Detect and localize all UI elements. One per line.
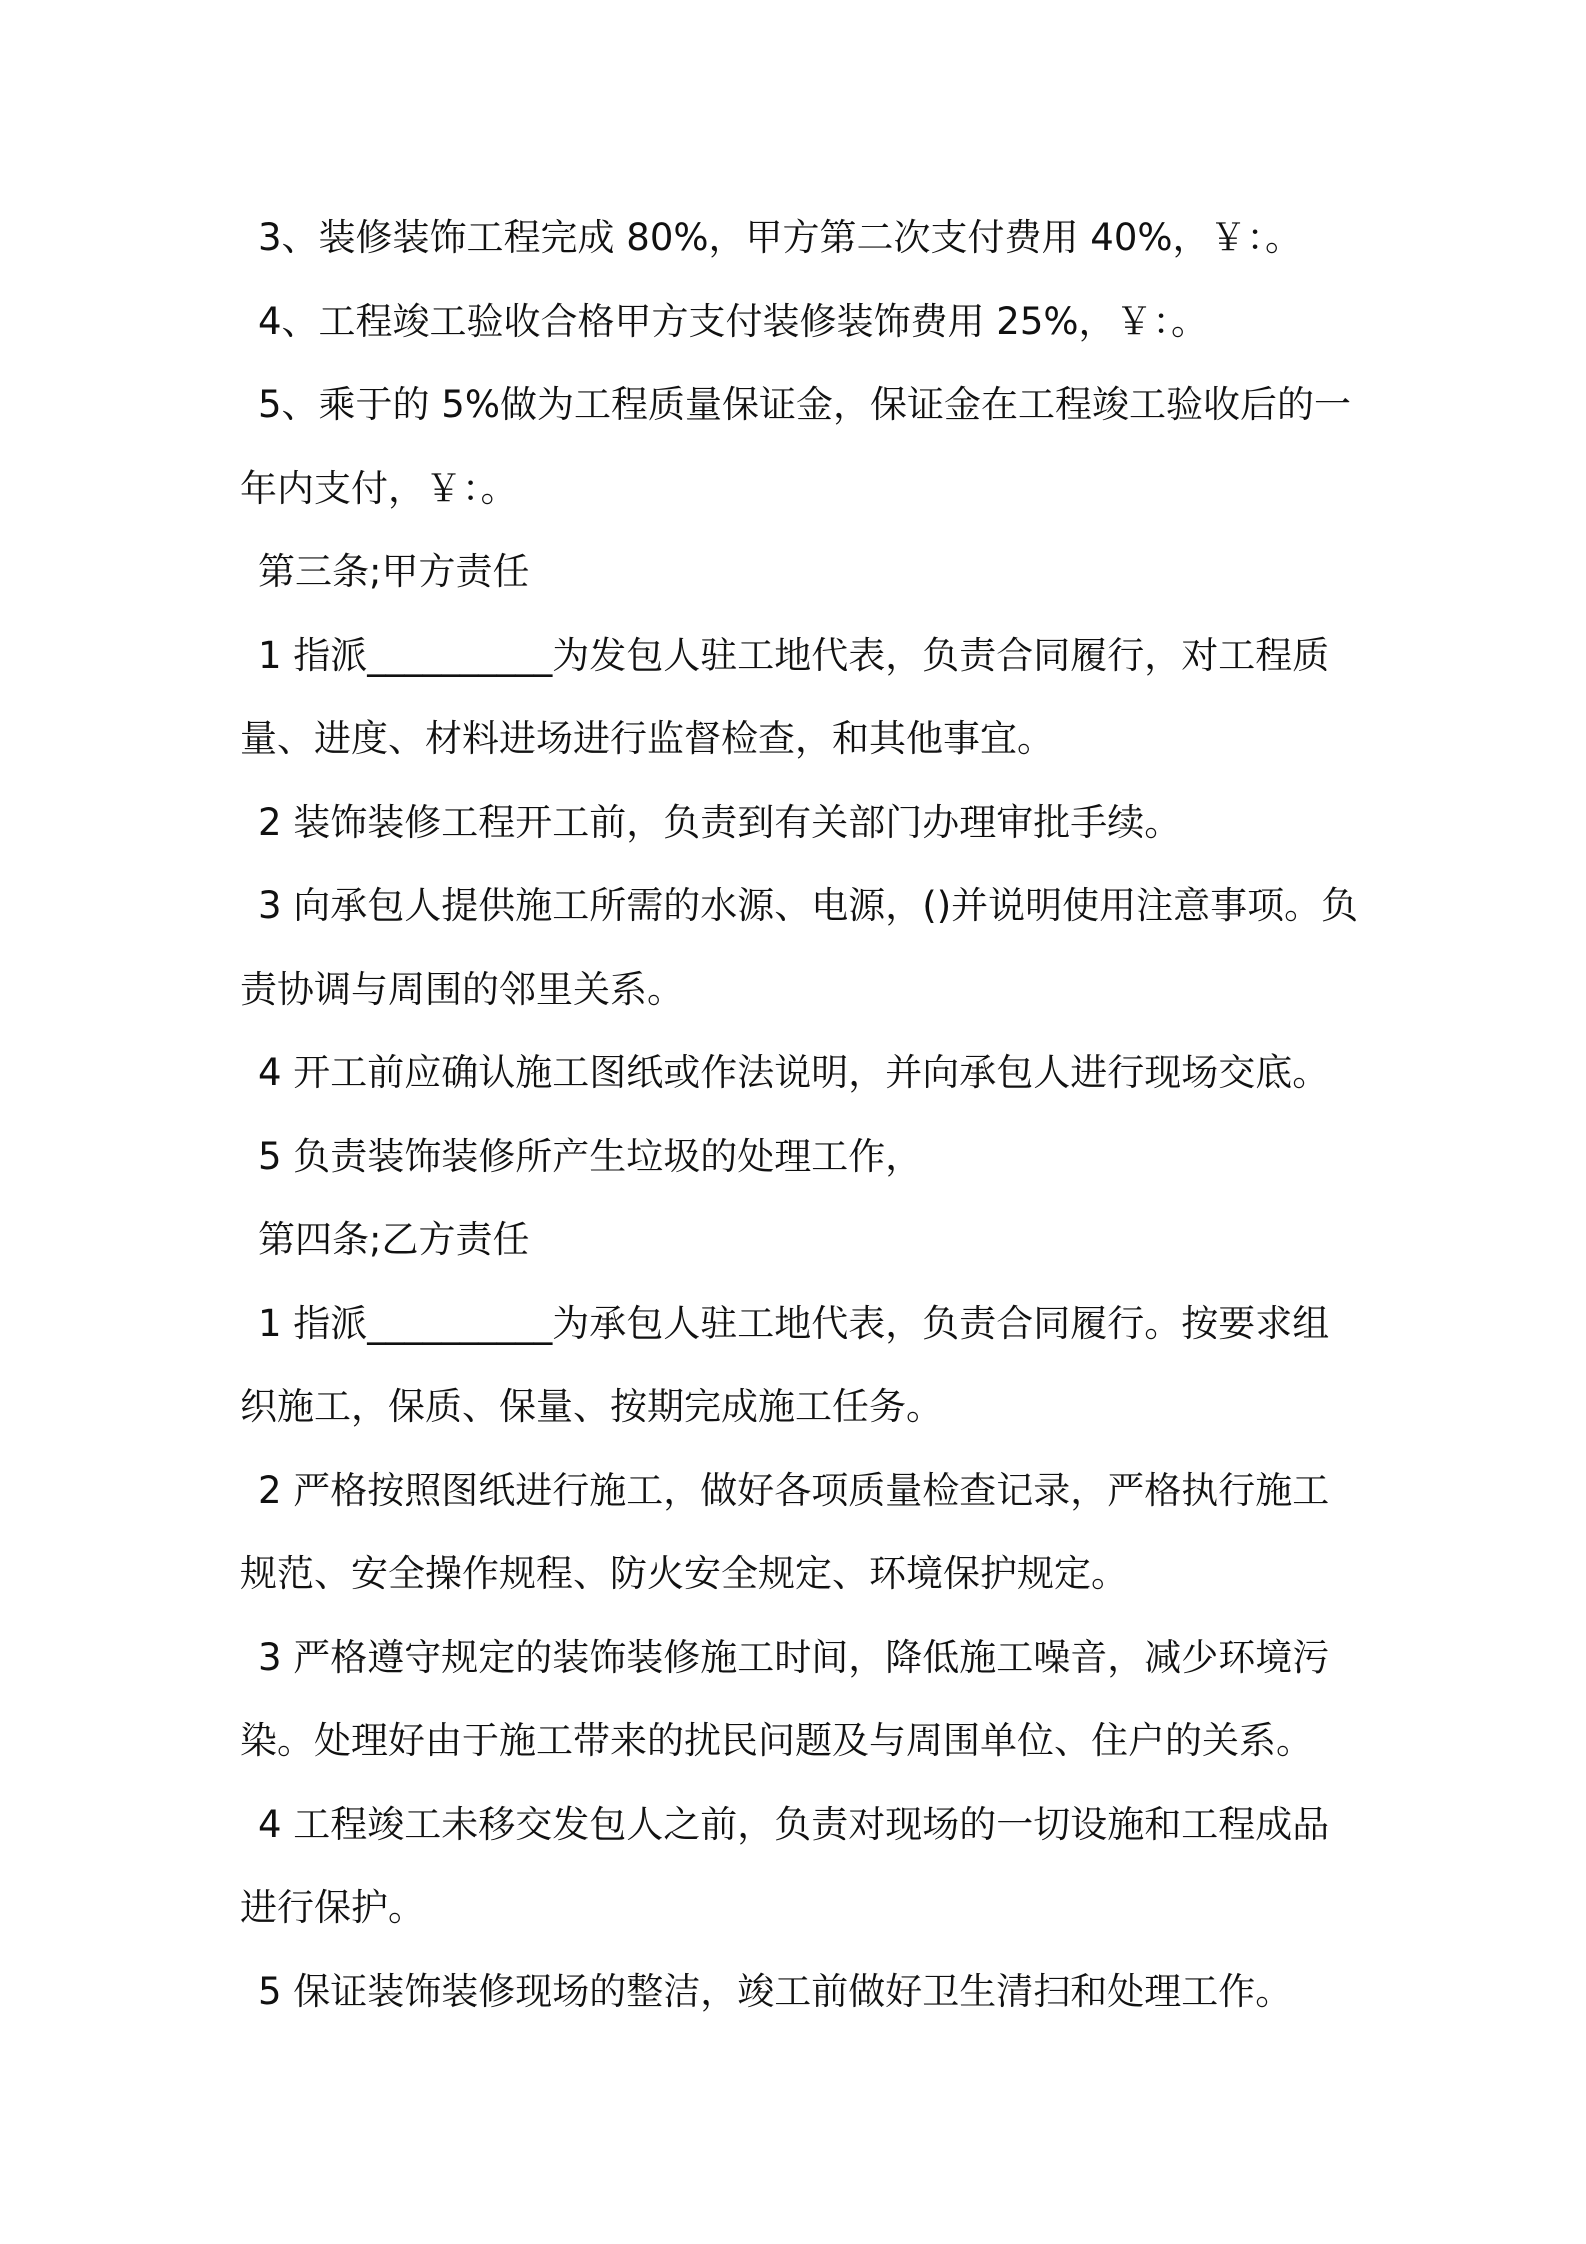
party-a-duty-4: 4 开工前应确认施工图纸或作法说明，并向承包人进行现场交底。 <box>258 1051 1330 1094</box>
party-b-duty-2: 2 严格按照图纸进行施工，做好各项质量检查记录，严格执行施工规范、安全操作规程、防火安全规定、环境保护规定。 <box>240 1468 1330 1595</box>
clause-payment-final: 4、工程竣工验收合格甲方支付装修装饰费用 25%，￥：。 <box>258 299 1209 343</box>
clause-payment-second: 3、装修装饰工程完成 80%，甲方第二次支付费用 40%，￥：。 <box>258 216 1303 259</box>
clause-quality-deposit: 5、乘于的 5%做为工程质量保证金，保证金在工程竣工验收后的一年内支付，￥：。 <box>240 383 1351 510</box>
party-a-duty-5: 5 负责装饰装修所产生垃圾的处理工作， <box>258 1134 923 1178</box>
party-b-duty-5: 5 保证装饰装修现场的整洁，竣工前做好卫生清扫和处理工作。 <box>258 1969 1293 2013</box>
party-b-duty-1: 1 指派__________为承包人驻工地代表，负责合同履行。按要求组织施工，保质、保量、按期完成施工任务。 <box>240 1301 1330 1428</box>
party-a-duty-3: 3 向承包人提供施工所需的水源、电源，()并说明使用注意事项。负责协调与周围的邻里关系。 <box>240 884 1359 1011</box>
party-a-duty-1: 1 指派__________为发包人驻工地代表，负责合同履行，对工程质量、进度、材料进场进行监督检查，和其他事宜。 <box>240 633 1330 760</box>
document-body <box>240 196 1360 2033</box>
party-b-duty-4: 4 工程竣工未移交发包人之前，负责对现场的一切设施和工程成品进行保护。 <box>240 1802 1330 1929</box>
party-a-duty-2: 2 装饰装修工程开工前，负责到有关部门办理审批手续。 <box>258 800 1182 844</box>
party-b-duty-3: 3 严格遵守规定的装饰装修施工时间，降低施工噪音，减少环境污染。处理好由于施工带来的扰民问题及与周围单位、住户的关系。 <box>240 1635 1330 1762</box>
article-three-heading: 第三条;甲方责任 <box>258 550 530 593</box>
article-four-heading: 第四条;乙方责任 <box>258 1218 530 1261</box>
